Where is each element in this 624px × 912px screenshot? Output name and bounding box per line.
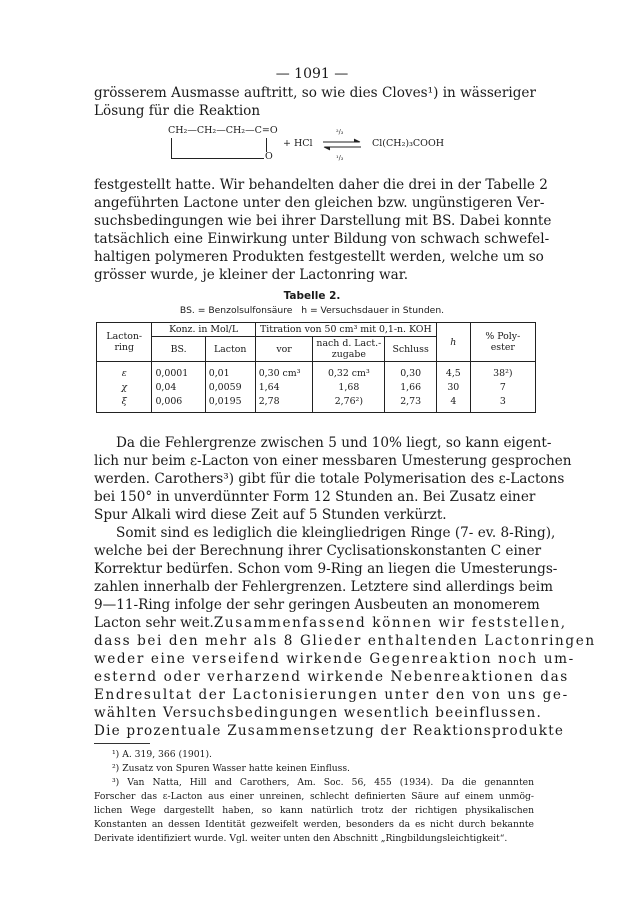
cell-schluss: 1,66 bbox=[385, 380, 437, 394]
ring-bond-right bbox=[266, 138, 267, 152]
cell-nach: 1,68 bbox=[313, 380, 385, 394]
cell-poly: 7 bbox=[470, 380, 535, 394]
cell-schluss: 0,30 bbox=[385, 362, 437, 381]
table-row bbox=[97, 394, 536, 413]
para2-line-4: bei 150° in unverdünnter Form 12 Stunden an. Bei Zusatz einer bbox=[94, 489, 536, 505]
footnote-2: ²) Zusatz von Spuren Wasser hatte keinen Einfluss. bbox=[112, 763, 350, 774]
cell-lacton: 0,01 bbox=[205, 362, 255, 381]
para2-line-5: Spur Alkali wird diese Zeit auf 5 Stunden verkürzt. bbox=[94, 507, 447, 523]
intro-line-1: grösserem Ausmasse auftritt, so wie dies Cloves¹) in wässeriger bbox=[94, 85, 536, 101]
footnote-3-line-1: ³) Van Natta, Hill and Carothers, Am. Soc. 56, 455 (1934). Da die genannten bbox=[112, 777, 534, 788]
spaced-line-1: dass bei den mehr als 8 Glieder enthaltenden Lactonringen bbox=[94, 633, 596, 649]
table-row bbox=[97, 362, 536, 381]
cell-ring: ε bbox=[97, 362, 152, 381]
para3-line-4: zahlen innerhalb der Fehlergrenzen. Letztere sind allerdings beim bbox=[94, 579, 553, 595]
cell-vor: 0,30 cm³ bbox=[255, 362, 313, 381]
para2-line-1: Da die Fehlergrenze zwischen 5 und 10% liegt, so kann eigent- bbox=[116, 435, 552, 451]
ring-bond-left bbox=[171, 138, 172, 158]
para1-line-4: tatsächlich eine Einwirkung unter Bildung von schwach schwefel- bbox=[94, 231, 550, 247]
cell-h: 4 bbox=[437, 394, 471, 413]
para3-line-6 bbox=[94, 614, 567, 632]
arrow-ratio-top: ²/₃ bbox=[336, 128, 344, 136]
para1-line-3: suchsbedingungen wie bei ihrer Darstellung mit BS. Dabei konnte bbox=[94, 213, 552, 229]
spaced-line-5: wählten Versuchsbedingungen wesentlich beeinflussen. bbox=[94, 705, 543, 721]
ring-bond-bottom bbox=[171, 158, 264, 159]
cell-lacton: 0,0059 bbox=[205, 380, 255, 394]
reaction-chain: CH₂—CH₂—CH₂—C=O bbox=[168, 125, 278, 136]
ring-oxygen: O bbox=[265, 151, 273, 162]
header-konz: Konz. in Mol/L bbox=[152, 323, 255, 337]
header-schluss: Schluss bbox=[385, 337, 437, 362]
header-bs: BS. bbox=[152, 337, 205, 362]
cell-bs: 0,04 bbox=[152, 380, 205, 394]
footnote-divider bbox=[94, 743, 150, 744]
para2-line-2: lich nur beim ε-Lacton von einer messbaren Umesterung gesprochen bbox=[94, 453, 572, 469]
header-titration: Titration von 50 cm³ mit 0,1-n. KOH bbox=[255, 323, 436, 337]
header-ring: Lacton- ring bbox=[97, 323, 152, 362]
para3-line-1: Somit sind es lediglich die kleingliedrigen Ringe (7- ev. 8-Ring), bbox=[116, 525, 556, 541]
cell-schluss: 2,73 bbox=[385, 394, 437, 413]
cell-h: 30 bbox=[437, 380, 471, 394]
cell-bs: 0,0001 bbox=[152, 362, 205, 381]
footnote-3-line-5: Derivate identifiziert wurde. Vgl. weiter unten den Abschnitt „Ringbildungsleichtigkeit“. bbox=[94, 833, 508, 844]
table-row bbox=[97, 380, 536, 394]
table-header-row-1 bbox=[97, 323, 536, 337]
spaced-text-start: Zusammenfassend können wir feststellen, bbox=[213, 615, 567, 631]
footnote-3-line-4: Konstanten an dessen Identität gezweifelt werden, besonders da es nicht durch bekannte bbox=[94, 819, 534, 830]
para1-line-5: haltigen polymeren Produkten festgestellt werden, welche um so bbox=[94, 249, 544, 265]
reaction-product: Cl(CH₂)₃COOH bbox=[372, 138, 445, 149]
header-poly: % Poly- ester bbox=[470, 323, 535, 362]
cell-ring: ξ bbox=[97, 394, 152, 413]
spaced-line-2: weder eine verseifend wirkende Gegenreaktion noch um- bbox=[94, 651, 575, 667]
para3-line-6-start: Lacton sehr weit. bbox=[94, 615, 214, 631]
para3-line-3: Korrektur bedürfen. Schon vom 9-Ring an liegen die Umesterungs- bbox=[94, 561, 558, 577]
header-nach: nach d. Lact.- zugabe bbox=[313, 337, 385, 362]
para1-line-1: festgestellt hatte. Wir behandelten daher die drei in der Tabelle 2 bbox=[94, 177, 548, 193]
para1-line-2: angeführten Lactone unter den gleichen bzw. ungünstigeren Ver- bbox=[94, 195, 545, 211]
table-legend: BS. = Benzolsulfonsäure h = Versuchsdauer in Stunden. bbox=[179, 305, 445, 316]
cell-ring: χ bbox=[97, 380, 152, 394]
spaced-line-3: esternd oder verharzend wirkende Nebenreaktionen das bbox=[94, 669, 569, 685]
cell-poly: 3 bbox=[470, 394, 535, 413]
arrow-ratio-bottom: ¹/₃ bbox=[336, 154, 344, 162]
para1-line-6: grösser wurde, je kleiner der Lactonring war. bbox=[94, 267, 409, 283]
para3-line-2: welche bei der Berechnung ihrer Cyclisationskonstanten C einer bbox=[94, 543, 542, 559]
footnote-1: ¹) A. 319, 366 (1901). bbox=[112, 749, 212, 760]
header-vor: vor bbox=[255, 337, 313, 362]
cell-vor: 2,78 bbox=[255, 394, 313, 413]
data-table bbox=[96, 322, 536, 413]
intro-line-2: Lösung für die Reaktion bbox=[94, 103, 261, 119]
footnote-3-line-3: lichen Wege dargestellt haben, so kann natürlich trotz der richtigen physikalischen bbox=[94, 805, 534, 816]
cell-bs: 0,006 bbox=[152, 394, 205, 413]
footnote-3-line-2: Forscher das ε-Lacton aus einer unreinen, schlecht definierten Säure auf einem unmög- bbox=[94, 791, 534, 802]
reaction-reagent: + HCl bbox=[283, 138, 313, 149]
spaced-line-6: Die prozentuale Zusammensetzung der Reaktionsprodukte bbox=[94, 723, 565, 739]
equilibrium-arrows-icon bbox=[322, 138, 362, 152]
page-number: — 1091 — bbox=[275, 66, 349, 82]
cell-nach: 0,32 cm³ bbox=[313, 362, 385, 381]
para3-line-5: 9—11-Ring infolge der sehr geringen Ausbeuten an monomerem bbox=[94, 597, 540, 613]
cell-h: 4,5 bbox=[437, 362, 471, 381]
header-h: h bbox=[437, 323, 471, 362]
para2-line-3: werden. Carothers³) gibt für die totale Polymerisation des ε-Lactons bbox=[94, 471, 565, 487]
cell-lacton: 0,0195 bbox=[205, 394, 255, 413]
spaced-line-4: Endresultat der Lactonisierungen unter den von uns ge- bbox=[94, 687, 569, 703]
cell-vor: 1,64 bbox=[255, 380, 313, 394]
cell-poly: 38²) bbox=[470, 362, 535, 381]
header-lacton: Lacton bbox=[205, 337, 255, 362]
table-title: Tabelle 2. bbox=[283, 290, 341, 302]
cell-nach: 2,76²) bbox=[313, 394, 385, 413]
